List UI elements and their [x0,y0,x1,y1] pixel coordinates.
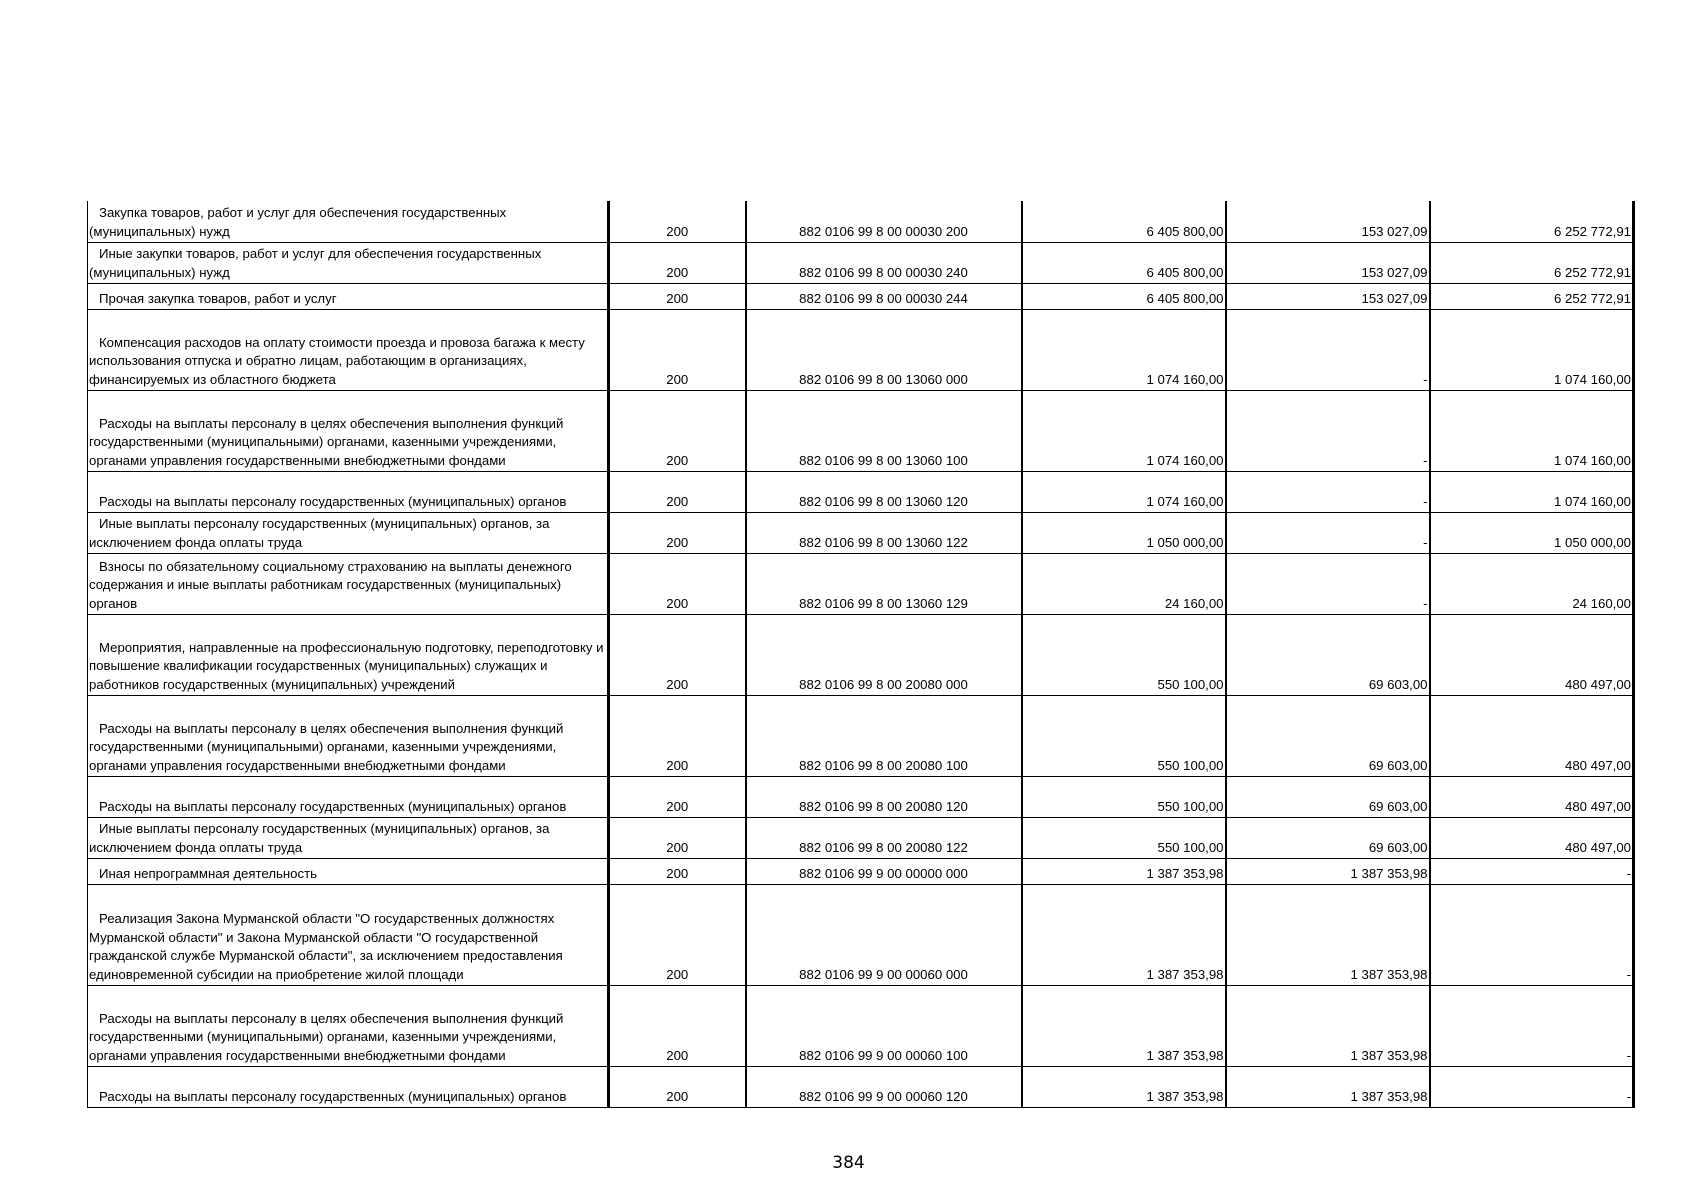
cell-line-code: 200 [609,283,746,309]
cell-line-code: 200 [609,884,746,985]
cell-name: Прочая закупка товаров, работ и услуг [88,283,609,309]
cell-executed-amount: - [1226,309,1430,390]
cell-unexecuted-amount: - [1430,884,1634,985]
cell-approved-amount: 1 074 160,00 [1022,390,1226,471]
table-row [88,858,1634,884]
table-row [88,614,1634,695]
cell-executed-amount: 153 027,09 [1226,283,1430,309]
cell-unexecuted-amount: 480 497,00 [1430,817,1634,858]
cell-budget-code: 882 0106 99 8 00 20080 000 [746,614,1022,695]
cell-approved-amount: 1 387 353,98 [1022,884,1226,985]
cell-executed-amount: - [1226,390,1430,471]
cell-name: Закупка товаров, работ и услуг для обеспечения государственных (муниципальных) нужд [88,201,609,242]
cell-budget-code: 882 0106 99 8 00 00030 240 [746,242,1022,283]
cell-budget-code: 882 0106 99 9 00 00060 100 [746,985,1022,1066]
cell-name: Взносы по обязательному социальному страхованию на выплаты денежного содержания и иные выплаты работникам государственных (муниципальных) органов [88,553,609,614]
table-row [88,283,1634,309]
budget-execution-table [87,201,1635,1108]
cell-name: Расходы на выплаты персоналу государственных (муниципальных) органов [88,471,609,512]
cell-budget-code: 882 0106 99 8 00 20080 122 [746,817,1022,858]
cell-line-code: 200 [609,1066,746,1107]
cell-name: Иные выплаты персоналу государственных (муниципальных) органов, за исключением фонда оплаты труда [88,512,609,553]
cell-unexecuted-amount: 1 074 160,00 [1430,471,1634,512]
cell-name: Расходы на выплаты персоналу государственных (муниципальных) органов [88,1066,609,1107]
cell-budget-code: 882 0106 99 8 00 00030 200 [746,201,1022,242]
cell-line-code: 200 [609,471,746,512]
cell-executed-amount: 1 387 353,98 [1226,884,1430,985]
cell-budget-code: 882 0106 99 8 00 00030 244 [746,283,1022,309]
cell-unexecuted-amount: 1 050 000,00 [1430,512,1634,553]
cell-unexecuted-amount: 6 252 772,91 [1430,283,1634,309]
cell-approved-amount: 1 074 160,00 [1022,471,1226,512]
cell-line-code: 200 [609,776,746,817]
cell-approved-amount: 1 387 353,98 [1022,1066,1226,1107]
cell-unexecuted-amount: 6 252 772,91 [1430,242,1634,283]
cell-name: Расходы на выплаты персоналу в целях обеспечения выполнения функций государственными (муниципальными) органами, казенными учреждениями, органами управления государственными внебюджетными фондами [88,985,609,1066]
cell-approved-amount: 1 387 353,98 [1022,985,1226,1066]
cell-line-code: 200 [609,309,746,390]
cell-executed-amount: 1 387 353,98 [1226,858,1430,884]
cell-budget-code: 882 0106 99 8 00 13060 100 [746,390,1022,471]
cell-budget-code: 882 0106 99 8 00 20080 100 [746,695,1022,776]
cell-name: Иные закупки товаров, работ и услуг для обеспечения государственных (муниципальных) нужд [88,242,609,283]
cell-executed-amount: 153 027,09 [1226,201,1430,242]
cell-budget-code: 882 0106 99 8 00 13060 129 [746,553,1022,614]
cell-unexecuted-amount: 480 497,00 [1430,695,1634,776]
cell-line-code: 200 [609,201,746,242]
cell-line-code: 200 [609,817,746,858]
cell-budget-code: 882 0106 99 8 00 20080 120 [746,776,1022,817]
cell-executed-amount: 69 603,00 [1226,776,1430,817]
cell-executed-amount: 69 603,00 [1226,695,1430,776]
cell-line-code: 200 [609,553,746,614]
cell-name: Иная непрограммная деятельность [88,858,609,884]
page-number: 384 [832,1153,865,1173]
cell-budget-code: 882 0106 99 8 00 13060 000 [746,309,1022,390]
cell-name: Иные выплаты персоналу государственных (муниципальных) органов, за исключением фонда оплаты труда [88,817,609,858]
cell-unexecuted-amount: - [1430,858,1634,884]
cell-approved-amount: 550 100,00 [1022,776,1226,817]
cell-approved-amount: 24 160,00 [1022,553,1226,614]
table-row [88,884,1634,985]
cell-budget-code: 882 0106 99 9 00 00060 000 [746,884,1022,985]
table-row [88,471,1634,512]
table-row [88,242,1634,283]
cell-unexecuted-amount: 480 497,00 [1430,776,1634,817]
cell-line-code: 200 [609,858,746,884]
cell-executed-amount: 69 603,00 [1226,614,1430,695]
cell-name: Расходы на выплаты персоналу в целях обеспечения выполнения функций государственными (муниципальными) органами, казенными учреждениями, органами управления государственными внебюджетными фондами [88,695,609,776]
cell-approved-amount: 1 074 160,00 [1022,309,1226,390]
table-row [88,512,1634,553]
cell-unexecuted-amount: 480 497,00 [1430,614,1634,695]
table-row [88,1066,1634,1107]
cell-budget-code: 882 0106 99 9 00 00060 120 [746,1066,1022,1107]
table-row [88,776,1634,817]
cell-unexecuted-amount: 1 074 160,00 [1430,390,1634,471]
cell-unexecuted-amount: 24 160,00 [1430,553,1634,614]
cell-unexecuted-amount: - [1430,985,1634,1066]
cell-name: Реализация Закона Мурманской области "О государственных должностях Мурманской области" и Закона Мурманской области "О государственной гражданской службе Мурманской области", за исключением предоставления единовременной субсидии на приобретение жилой площади [88,884,609,985]
table-row [88,985,1634,1066]
cell-unexecuted-amount: 6 252 772,91 [1430,201,1634,242]
cell-executed-amount: 1 387 353,98 [1226,985,1430,1066]
cell-approved-amount: 1 050 000,00 [1022,512,1226,553]
cell-line-code: 200 [609,512,746,553]
cell-line-code: 200 [609,390,746,471]
cell-line-code: 200 [609,985,746,1066]
cell-approved-amount: 1 387 353,98 [1022,858,1226,884]
cell-line-code: 200 [609,695,746,776]
cell-line-code: 200 [609,614,746,695]
table-body [88,201,1634,1107]
cell-approved-amount: 550 100,00 [1022,614,1226,695]
table-row [88,201,1634,242]
table-row [88,695,1634,776]
cell-name: Мероприятия, направленные на профессиональную подготовку, переподготовку и повышение квалификации государственных (муниципальных) служащих и работников государственных (муниципальных) учреждений [88,614,609,695]
cell-budget-code: 882 0106 99 9 00 00000 000 [746,858,1022,884]
cell-budget-code: 882 0106 99 8 00 13060 120 [746,471,1022,512]
cell-executed-amount: - [1226,471,1430,512]
cell-unexecuted-amount: - [1430,1066,1634,1107]
cell-name: Расходы на выплаты персоналу в целях обеспечения выполнения функций государственными (муниципальными) органами, казенными учреждениями, органами управления государственными внебюджетными фондами [88,390,609,471]
cell-executed-amount: 1 387 353,98 [1226,1066,1430,1107]
cell-approved-amount: 6 405 800,00 [1022,283,1226,309]
cell-executed-amount: 69 603,00 [1226,817,1430,858]
cell-executed-amount: - [1226,553,1430,614]
table-row [88,553,1634,614]
table-row [88,309,1634,390]
table-row [88,390,1634,471]
cell-approved-amount: 6 405 800,00 [1022,201,1226,242]
cell-line-code: 200 [609,242,746,283]
cell-executed-amount: 153 027,09 [1226,242,1430,283]
cell-name: Расходы на выплаты персоналу государственных (муниципальных) органов [88,776,609,817]
cell-budget-code: 882 0106 99 8 00 13060 122 [746,512,1022,553]
cell-approved-amount: 6 405 800,00 [1022,242,1226,283]
cell-unexecuted-amount: 1 074 160,00 [1430,309,1634,390]
cell-approved-amount: 550 100,00 [1022,695,1226,776]
cell-executed-amount: - [1226,512,1430,553]
cell-name: Компенсация расходов на оплату стоимости проезда и провоза багажа к месту использования отпуска и обратно лицам, работающим в организациях, финансируемых из областного бюджета [88,309,609,390]
cell-approved-amount: 550 100,00 [1022,817,1226,858]
table-row [88,817,1634,858]
